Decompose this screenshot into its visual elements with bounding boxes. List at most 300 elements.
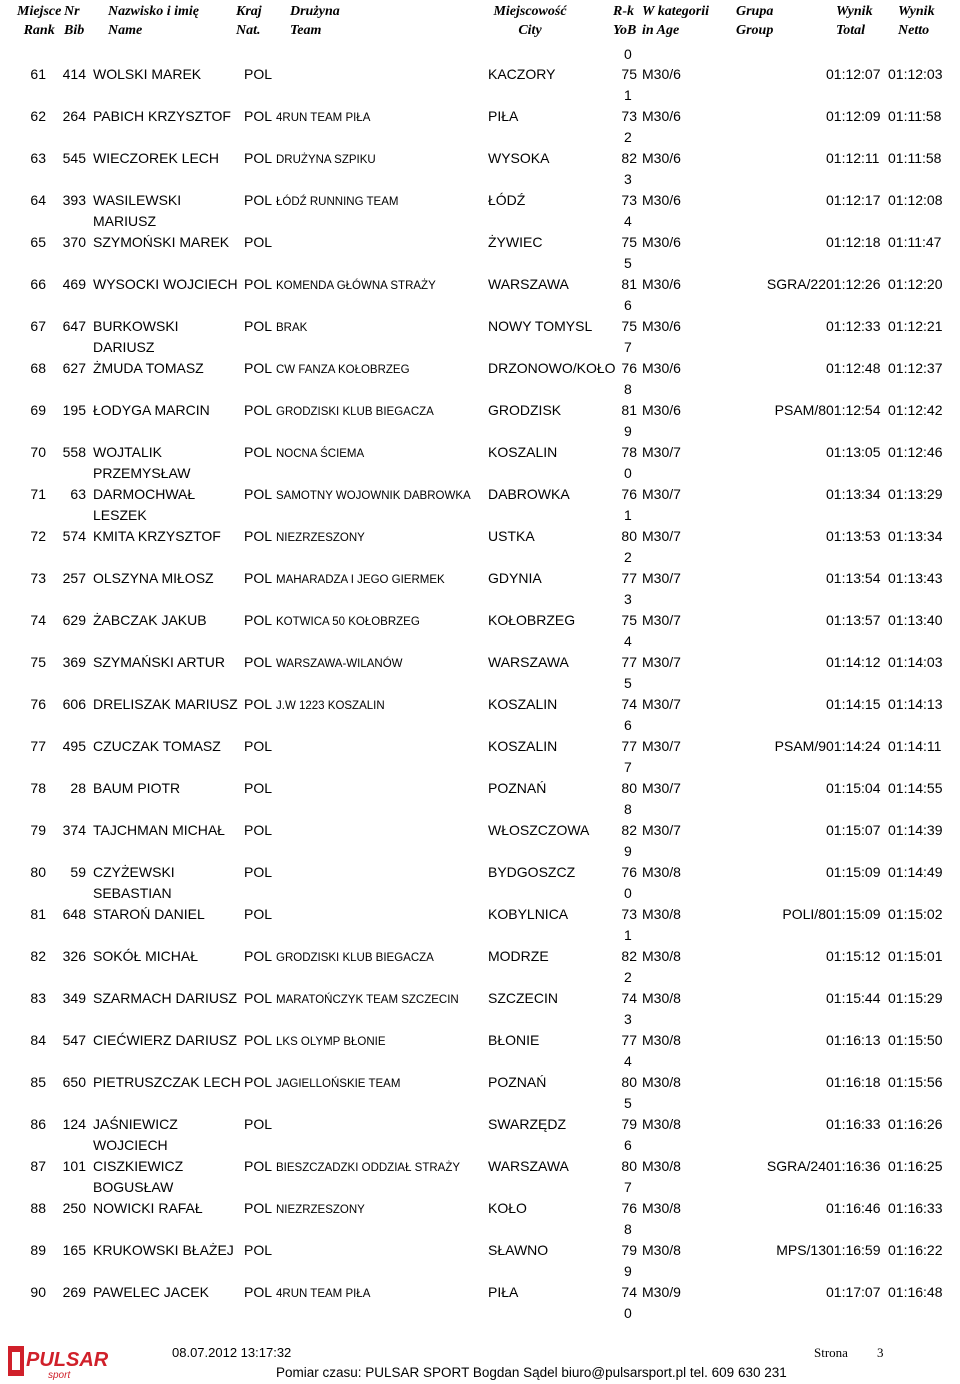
cell-netto: 01:12:42 <box>888 402 943 418</box>
cell-rank: 74 <box>30 612 46 628</box>
cell-nat: POL <box>244 1242 273 1258</box>
cell-group: PSAM/8 <box>774 402 826 418</box>
header-bib-pl: Nr <box>64 4 80 19</box>
cell-total: 01:16:13 <box>826 1032 881 1048</box>
cell-city: WARSZAWA <box>488 1158 569 1174</box>
header-group <box>736 2 773 40</box>
cell-yob: 73 <box>621 906 637 922</box>
cell-cat: M30/6 <box>642 192 681 208</box>
cell-total: 01:13:34 <box>826 486 881 502</box>
cell-category-place: 9 <box>624 843 632 859</box>
header-city-en: City <box>518 23 542 38</box>
page-label: Strona <box>814 1345 848 1360</box>
cell-cat: M30/8 <box>642 1074 681 1090</box>
cell-bib: 495 <box>62 738 86 754</box>
header-netto-en: Netto <box>898 23 930 38</box>
cell-name: ŻABCZAK JAKUB <box>93 612 207 628</box>
cell-nat: POL <box>244 108 273 124</box>
cell-category-place: 9 <box>624 423 632 439</box>
cell-bib: 627 <box>62 360 86 376</box>
cell-nat: POL <box>244 1158 273 1174</box>
page-footer <box>0 1338 960 1384</box>
cell-category-place: 7 <box>624 1179 632 1195</box>
cell-yob: 80 <box>621 1074 637 1090</box>
cell-name-second-line: WOJCIECH <box>93 1137 168 1153</box>
cell-total: 01:12:09 <box>826 108 881 124</box>
cell-yob: 74 <box>621 990 637 1006</box>
cell-yob: 76 <box>621 360 637 376</box>
cell-yob: 82 <box>621 150 637 166</box>
cell-team: GRODZISKI KLUB BIEGACZA <box>276 952 434 964</box>
cell-group: PSAM/9 <box>774 738 826 754</box>
header-place-en: Rank <box>23 23 55 38</box>
cell-cat: M30/8 <box>642 1242 681 1258</box>
cell-bib: 250 <box>62 1200 86 1216</box>
cell-netto: 01:16:22 <box>888 1242 943 1258</box>
cell-name: PAWELEC JACEK <box>93 1284 209 1300</box>
cell-name: DARMOCHWAŁ <box>93 486 196 502</box>
cell-cat: M30/8 <box>642 948 681 964</box>
cell-nat: POL <box>244 276 273 292</box>
cell-rank: 70 <box>30 444 46 460</box>
cell-team: ŁÓDŹ RUNNING TEAM <box>276 196 399 208</box>
cell-cat: M30/8 <box>642 906 681 922</box>
cell-cat: M30/6 <box>642 234 681 250</box>
cell-category-place: 7 <box>624 759 632 775</box>
table-row <box>0 902 960 944</box>
cell-bib: 369 <box>62 654 86 670</box>
cell-nat: POL <box>244 528 273 544</box>
cell-category-place: 4 <box>624 633 632 649</box>
cell-rank: 81 <box>30 906 46 922</box>
header-nat <box>236 2 262 40</box>
cell-bib: 648 <box>62 906 86 922</box>
cell-nat: POL <box>244 948 273 964</box>
header-yob <box>613 2 636 40</box>
cell-name: OLSZYNA MIŁOSZ <box>93 570 214 586</box>
cell-netto: 01:16:25 <box>888 1158 943 1174</box>
cell-team: JAGIELLOŃSKIE TEAM <box>276 1078 401 1090</box>
cell-rank: 90 <box>30 1284 46 1300</box>
cell-city: SZCZECIN <box>488 990 558 1006</box>
cell-netto: 01:15:56 <box>888 1074 943 1090</box>
logo-text: PULSAR <box>26 1349 109 1371</box>
header-total <box>836 2 873 40</box>
cell-netto: 01:13:43 <box>888 570 943 586</box>
table-row <box>0 62 960 104</box>
cell-category-place: 1 <box>624 87 632 103</box>
cell-bib: 28 <box>70 780 86 796</box>
cell-nat: POL <box>244 738 273 754</box>
cell-category-place: 0 <box>624 885 632 901</box>
category-place-digit: 0 <box>624 46 632 62</box>
table-row <box>0 356 960 398</box>
cell-yob: 74 <box>621 696 637 712</box>
table-row <box>0 986 960 1028</box>
cell-nat: POL <box>244 1074 273 1090</box>
cell-total: 01:12:48 <box>826 360 881 376</box>
cell-cat: M30/8 <box>642 1200 681 1216</box>
cell-nat: POL <box>244 1116 273 1132</box>
cell-total: 01:15:44 <box>826 990 881 1006</box>
cell-bib: 545 <box>62 150 86 166</box>
cell-name: CZYŻEWSKI <box>93 864 175 880</box>
cell-netto: 01:16:33 <box>888 1200 943 1216</box>
cell-team: MAHARADZA I JEGO GIERMEK <box>276 574 445 586</box>
cell-name: NOWICKI RAFAŁ <box>93 1200 203 1216</box>
cell-rank: 65 <box>30 234 46 250</box>
cell-nat: POL <box>244 318 273 334</box>
cell-netto: 01:14:11 <box>888 738 942 754</box>
cell-rank: 87 <box>30 1158 46 1174</box>
cell-name: WYSOCKI WOJCIECH <box>93 276 238 292</box>
cell-category-place: 8 <box>624 381 632 397</box>
header-place <box>17 2 61 40</box>
header-bib <box>64 2 84 40</box>
cell-category-place: 5 <box>624 675 632 691</box>
cell-bib: 374 <box>62 822 86 838</box>
cell-rank: 84 <box>30 1032 46 1048</box>
cell-bib: 264 <box>62 108 86 124</box>
cell-cat: M30/7 <box>642 486 681 502</box>
cell-team: NOCNA ŚCIEMA <box>276 448 365 460</box>
table-row <box>0 776 960 818</box>
cell-rank: 72 <box>30 528 46 544</box>
cell-rank: 77 <box>30 738 46 754</box>
cell-yob: 76 <box>621 486 637 502</box>
cell-category-place: 3 <box>624 1011 632 1027</box>
cell-group: SGRA/22 <box>766 276 826 292</box>
header-bib-en: Bib <box>64 23 85 38</box>
cell-bib: 650 <box>62 1074 86 1090</box>
cell-cat: M30/6 <box>642 360 681 376</box>
cell-bib: 349 <box>62 990 86 1006</box>
cell-name: CIEĆWIERZ DARIUSZ <box>93 1032 237 1048</box>
cell-yob: 77 <box>621 570 637 586</box>
table-row <box>0 1196 960 1238</box>
cell-rank: 69 <box>30 402 46 418</box>
cell-yob: 75 <box>621 318 637 334</box>
cell-netto: 01:12:46 <box>888 444 943 460</box>
cell-netto: 01:13:29 <box>888 486 943 502</box>
cell-netto: 01:14:13 <box>888 696 943 712</box>
cell-cat: M30/8 <box>642 1032 681 1048</box>
cell-cat: M30/7 <box>642 696 681 712</box>
table-row <box>0 1112 960 1154</box>
cell-bib: 63 <box>70 486 86 502</box>
cell-team: BIESZCZADZKI ODDZIAŁ STRAŻY <box>276 1162 461 1174</box>
cell-cat: M30/9 <box>642 1284 681 1300</box>
cell-city: DRZONOWO/KOŁO <box>488 360 616 376</box>
cell-team: DRUŻYNA SZPIKU <box>276 154 376 166</box>
cell-rank: 67 <box>30 318 46 334</box>
table-header <box>0 0 960 44</box>
cell-category-place: 2 <box>624 549 632 565</box>
cell-total: 01:12:07 <box>826 66 881 82</box>
cell-bib: 469 <box>62 276 86 292</box>
cell-nat: POL <box>244 864 273 880</box>
cell-cat: M30/7 <box>642 822 681 838</box>
cell-total: 01:14:15 <box>826 696 881 712</box>
cell-category-place: 2 <box>624 969 632 985</box>
table-row <box>0 818 960 860</box>
cell-name: BURKOWSKI <box>93 318 179 334</box>
header-cat-pl: W kategorii <box>642 4 710 19</box>
table-row <box>0 104 960 146</box>
cell-total: 01:13:57 <box>826 612 881 628</box>
cell-name-second-line: BOGUSŁAW <box>93 1179 174 1195</box>
page-number: 3 <box>877 1345 884 1360</box>
cell-team: 4RUN TEAM PIŁA <box>276 112 371 124</box>
cell-category-place: 0 <box>624 465 632 481</box>
header-name-en: Name <box>108 23 143 38</box>
print-datetime: 08.07.2012 13:17:32 <box>172 1345 292 1360</box>
cell-yob: 80 <box>621 528 637 544</box>
cell-total: 01:12:33 <box>826 318 881 334</box>
logo-mark-cut <box>12 1352 20 1370</box>
cell-cat: M30/7 <box>642 654 681 670</box>
cell-cat: M30/8 <box>642 1116 681 1132</box>
table-row <box>0 188 960 230</box>
header-group-pl: Grupa <box>736 4 774 19</box>
cell-rank: 71 <box>30 486 46 502</box>
cell-category-place: 6 <box>624 1137 632 1153</box>
cell-name: CZUCZAK TOMASZ <box>93 738 221 754</box>
cell-name: SOKÓŁ MICHAŁ <box>93 948 199 964</box>
cell-nat: POL <box>244 780 273 796</box>
cell-nat: POL <box>244 906 273 922</box>
cell-cat: M30/7 <box>642 528 681 544</box>
cell-group: MPS/13 <box>776 1242 826 1258</box>
cell-yob: 80 <box>621 1158 637 1174</box>
cell-rank: 61 <box>30 66 46 82</box>
cell-bib: 124 <box>62 1116 86 1132</box>
cell-netto: 01:16:26 <box>888 1116 943 1132</box>
cell-yob: 75 <box>621 66 637 82</box>
cell-rank: 82 <box>30 948 46 964</box>
table-row <box>0 608 960 650</box>
cell-team: WARSZAWA-WILANÓW <box>276 658 403 670</box>
header-name-pl: Nazwisko i imię <box>108 4 200 19</box>
table-row <box>0 1154 960 1196</box>
cell-nat: POL <box>244 990 273 1006</box>
cell-city: KOŁOBRZEG <box>488 612 576 628</box>
cell-cat: M30/7 <box>642 780 681 796</box>
cell-category-place: 5 <box>624 1095 632 1111</box>
cell-yob: 75 <box>621 234 637 250</box>
cell-city: KOSZALIN <box>488 738 558 754</box>
cell-name: BAUM PIOTR <box>93 780 181 796</box>
cell-cat: M30/6 <box>642 150 681 166</box>
cell-name-second-line: PRZEMYSŁAW <box>93 465 191 481</box>
cell-city: GDYNIA <box>488 570 542 586</box>
header-team-en: Team <box>290 23 322 38</box>
cell-netto: 01:14:03 <box>888 654 943 670</box>
cell-rank: 79 <box>30 822 46 838</box>
cell-category-place: 1 <box>624 927 632 943</box>
cell-rank: 89 <box>30 1242 46 1258</box>
cell-yob: 73 <box>621 192 637 208</box>
cell-category-place: 5 <box>624 255 632 271</box>
cell-netto: 01:15:02 <box>888 906 943 922</box>
cell-name: STAROŃ DANIEL <box>93 906 205 922</box>
category-place-first <box>0 42 960 62</box>
cell-category-place: 8 <box>624 801 632 817</box>
cell-category-place: 3 <box>624 171 632 187</box>
table-row <box>0 146 960 188</box>
cell-category-place: 7 <box>624 339 632 355</box>
cell-nat: POL <box>244 360 273 376</box>
cell-total: 01:15:09 <box>826 864 881 880</box>
cell-yob: 77 <box>621 738 637 754</box>
cell-city: POZNAŃ <box>488 780 547 796</box>
cell-nat: POL <box>244 192 273 208</box>
cell-city: ŁÓDŹ <box>488 192 526 208</box>
cell-rank: 63 <box>30 150 46 166</box>
cell-rank: 85 <box>30 1074 46 1090</box>
table-row <box>0 1238 960 1280</box>
cell-name: KMITA KRZYSZTOF <box>93 528 221 544</box>
table-row <box>0 482 960 524</box>
cell-total: 01:12:17 <box>826 192 881 208</box>
table-row <box>0 314 960 356</box>
cell-rank: 88 <box>30 1200 46 1216</box>
table-row <box>0 650 960 692</box>
cell-cat: M30/6 <box>642 66 681 82</box>
cell-category-place: 3 <box>624 591 632 607</box>
cell-total: 01:13:53 <box>826 528 881 544</box>
cell-team: SAMOTNY WOJOWNIK DABROWKA <box>276 490 471 502</box>
cell-city: USTKA <box>488 528 535 544</box>
header-yob-pl: R-k <box>613 4 634 19</box>
cell-total: 01:12:18 <box>826 234 881 250</box>
cell-name: PABICH KRZYSZTOF <box>93 108 231 124</box>
header-city <box>492 2 568 40</box>
cell-yob: 76 <box>621 864 637 880</box>
cell-bib: 547 <box>62 1032 86 1048</box>
cell-rank: 66 <box>30 276 46 292</box>
cell-nat: POL <box>244 570 273 586</box>
cell-bib: 574 <box>62 528 86 544</box>
cell-team: KOTWICA 50 KOŁOBRZEG <box>276 616 420 628</box>
cell-cat: M30/6 <box>642 276 681 292</box>
cell-name-second-line: SEBASTIAN <box>93 885 172 901</box>
cell-cat: M30/6 <box>642 402 681 418</box>
cell-city: PIŁA <box>488 108 519 124</box>
cell-bib: 629 <box>62 612 86 628</box>
cell-bib: 558 <box>62 444 86 460</box>
cell-team: LKS OLYMP BŁONIE <box>276 1036 386 1048</box>
cell-netto: 01:12:21 <box>888 318 943 334</box>
cell-city: SWARZĘDZ <box>488 1116 567 1132</box>
cell-total: 01:15:04 <box>826 780 881 796</box>
cell-nat: POL <box>244 654 273 670</box>
cell-netto: 01:15:50 <box>888 1032 943 1048</box>
cell-rank: 83 <box>30 990 46 1006</box>
cell-rank: 75 <box>30 654 46 670</box>
cell-rank: 68 <box>30 360 46 376</box>
cell-rank: 64 <box>30 192 46 208</box>
cell-nat: POL <box>244 66 273 82</box>
cell-name-second-line: DARIUSZ <box>93 339 155 355</box>
cell-name: SZYMOŃSKI MAREK <box>93 234 230 250</box>
cell-team: J.W 1223 KOSZALIN <box>276 700 385 712</box>
cell-name: ŁODYGA MARCIN <box>93 402 210 418</box>
header-nat-en: Nat. <box>236 23 261 38</box>
cell-name: WIECZOREK LECH <box>93 150 220 166</box>
cell-name: WOJTALIK <box>93 444 162 460</box>
cell-category-place: 9 <box>624 1263 632 1279</box>
cell-category-place: 8 <box>624 1221 632 1237</box>
cell-bib: 326 <box>62 948 86 964</box>
cell-total: 01:13:54 <box>826 570 881 586</box>
cell-city: WŁOSZCZOWA <box>488 822 590 838</box>
cell-total: 01:15:09 <box>826 906 881 922</box>
cell-cat: M30/6 <box>642 318 681 334</box>
cell-name: TAJCHMAN MICHAŁ <box>93 822 225 838</box>
header-netto-pl: Wynik <box>898 4 935 19</box>
cell-nat: POL <box>244 696 273 712</box>
header-group-en: Group <box>736 23 774 38</box>
cell-netto: 01:14:55 <box>888 780 943 796</box>
cell-name: CISZKIEWICZ <box>93 1158 184 1174</box>
header-nat-pl: Kraj <box>236 4 262 19</box>
cell-yob: 77 <box>621 1032 637 1048</box>
cell-total: 01:15:07 <box>826 822 881 838</box>
cell-netto: 01:15:29 <box>888 990 943 1006</box>
cell-city: WARSZAWA <box>488 276 569 292</box>
cell-name: ŻMUDA TOMASZ <box>93 360 204 376</box>
cell-netto: 01:13:40 <box>888 612 943 628</box>
cell-total: 01:16:59 <box>826 1242 881 1258</box>
cell-total: 01:12:54 <box>826 402 881 418</box>
header-netto <box>898 2 935 40</box>
cell-bib: 370 <box>62 234 86 250</box>
cell-city: PIŁA <box>488 1284 519 1300</box>
header-total-pl: Wynik <box>836 4 873 19</box>
cell-netto: 01:12:20 <box>888 276 943 292</box>
header-name <box>108 2 199 40</box>
table-row <box>0 692 960 734</box>
cell-city: POZNAŃ <box>488 1074 547 1090</box>
header-yob-en: YoB <box>613 23 637 38</box>
cell-team: NIEZRZESZONY <box>276 532 365 544</box>
cell-total: 01:14:24 <box>826 738 881 754</box>
cell-yob: 79 <box>621 1242 637 1258</box>
cell-team: GRODZISKI KLUB BIEGACZA <box>276 406 434 418</box>
header-city-pl: Miejscowość <box>493 4 567 19</box>
cell-nat: POL <box>244 234 273 250</box>
cell-nat: POL <box>244 1032 273 1048</box>
cell-name: DRELISZAK MARIUSZ <box>93 696 238 712</box>
cell-team: 4RUN TEAM PIŁA <box>276 1288 371 1300</box>
cell-city: ŻYWIEC <box>488 234 543 250</box>
cell-city: WARSZAWA <box>488 654 569 670</box>
cell-total: 01:12:26 <box>826 276 881 292</box>
cell-city: DABROWKA <box>488 486 570 502</box>
cell-rank: 78 <box>30 780 46 796</box>
cell-bib: 647 <box>62 318 86 334</box>
cell-total: 01:16:18 <box>826 1074 881 1090</box>
cell-rank: 62 <box>30 108 46 124</box>
cell-city: KOBYLNICA <box>488 906 569 922</box>
cell-name: SZYMAŃSKI ARTUR <box>93 654 225 670</box>
cell-nat: POL <box>244 822 273 838</box>
cell-cat: M30/7 <box>642 738 681 754</box>
cell-nat: POL <box>244 444 273 460</box>
table-row <box>0 944 960 986</box>
cell-nat: POL <box>244 1200 273 1216</box>
